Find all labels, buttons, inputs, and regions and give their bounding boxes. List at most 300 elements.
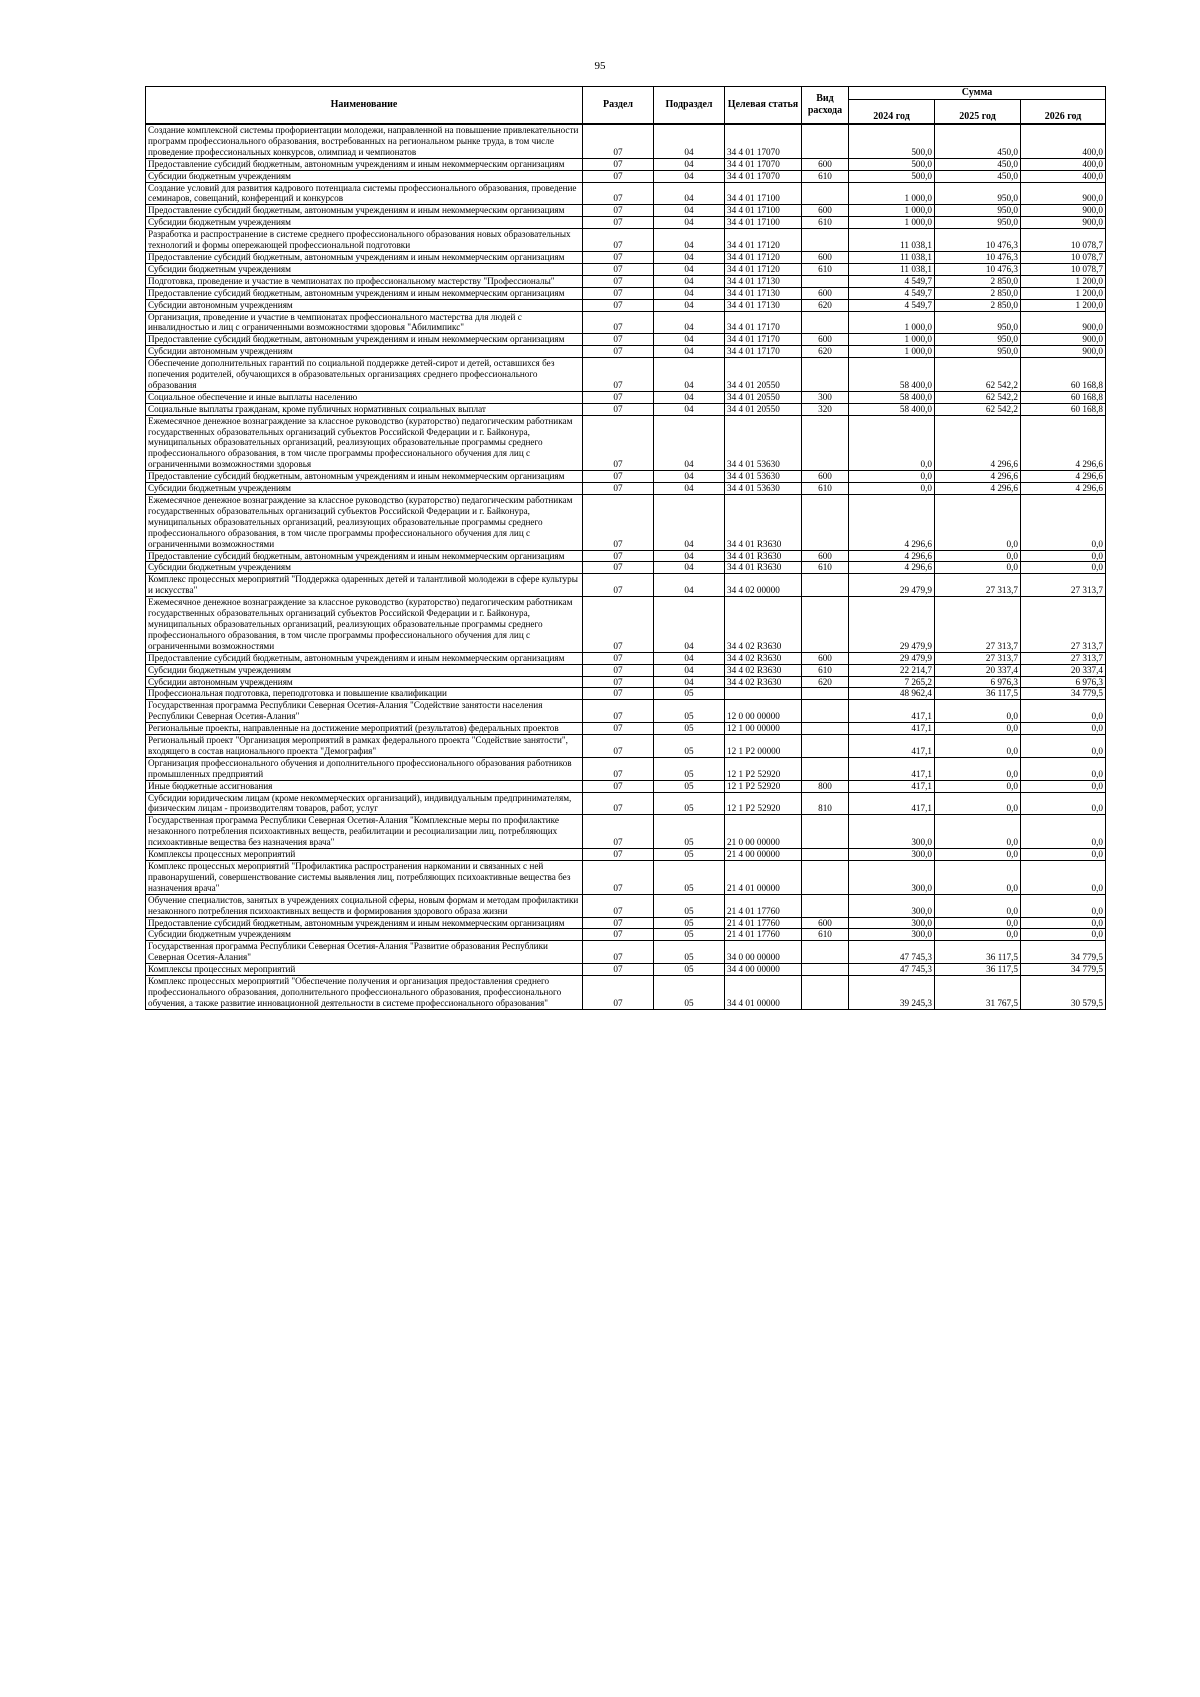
row-sum-2024: 300,0 bbox=[849, 849, 935, 861]
row-name: Предоставление субсидий бюджетным, автономным учреждениям и иным некоммерческим организациям bbox=[146, 251, 583, 263]
row-sum-2025: 36 117,5 bbox=[935, 964, 1021, 976]
row-expense-type: 620 bbox=[802, 346, 849, 358]
row-expense-type: 610 bbox=[802, 217, 849, 229]
row-sum-2026: 0,0 bbox=[1021, 929, 1106, 941]
row-name: Социальные выплаты гражданам, кроме публичных нормативных социальных выплат bbox=[146, 403, 583, 415]
row-sum-2026: 34 779,5 bbox=[1021, 964, 1106, 976]
table-row bbox=[146, 688, 1106, 700]
row-sum-2025: 4 296,6 bbox=[935, 483, 1021, 495]
row-expense-type: 610 bbox=[802, 483, 849, 495]
row-name: Комплексы процессных мероприятий bbox=[146, 964, 583, 976]
row-target: 34 4 01 17130 bbox=[725, 275, 802, 287]
row-sum-2025: 2 850,0 bbox=[935, 275, 1021, 287]
row-sum-2024: 11 038,1 bbox=[849, 263, 935, 275]
row-expense-type bbox=[802, 815, 849, 849]
row-target: 34 4 02 R3630 bbox=[725, 652, 802, 664]
row-subsection: 05 bbox=[654, 815, 725, 849]
row-subsection: 04 bbox=[654, 229, 725, 252]
row-name: Предоставление субсидий бюджетным, автономным учреждениям и иным некоммерческим организациям bbox=[146, 550, 583, 562]
row-subsection: 04 bbox=[654, 287, 725, 299]
row-sum-2024: 0,0 bbox=[849, 415, 935, 471]
row-subsection: 05 bbox=[654, 929, 725, 941]
row-sum-2025: 450,0 bbox=[935, 158, 1021, 170]
row-sum-2024: 29 479,9 bbox=[849, 597, 935, 653]
row-subsection: 05 bbox=[654, 757, 725, 780]
row-target: 34 4 01 17120 bbox=[725, 263, 802, 275]
row-sum-2026: 10 078,7 bbox=[1021, 263, 1106, 275]
row-sum-2026: 1 200,0 bbox=[1021, 299, 1106, 311]
row-sum-2024: 1 000,0 bbox=[849, 217, 935, 229]
row-expense-type bbox=[802, 182, 849, 205]
row-sum-2026: 400,0 bbox=[1021, 124, 1106, 158]
row-sum-2026: 0,0 bbox=[1021, 815, 1106, 849]
row-sum-2026: 27 313,7 bbox=[1021, 574, 1106, 597]
row-sum-2025: 0,0 bbox=[935, 792, 1021, 815]
row-section: 07 bbox=[583, 124, 654, 158]
table-row bbox=[146, 182, 1106, 205]
table-row bbox=[146, 792, 1106, 815]
row-expense-type: 600 bbox=[802, 334, 849, 346]
row-subsection: 04 bbox=[654, 358, 725, 392]
row-sum-2026: 0,0 bbox=[1021, 723, 1106, 735]
row-name: Комплекс процессных мероприятий "Профилактика распространения наркомании и связанных с ней правонарушений, совершенствование системы выявления лиц, потребляющих психоактивные вещества без назначения врача" bbox=[146, 861, 583, 895]
row-expense-type: 600 bbox=[802, 471, 849, 483]
row-sum-2025: 2 850,0 bbox=[935, 299, 1021, 311]
row-sum-2025: 10 476,3 bbox=[935, 251, 1021, 263]
row-sum-2024: 39 245,3 bbox=[849, 976, 935, 1010]
row-name: Комплекс процессных мероприятий "Поддержка одаренных детей и талантливой молодежи в сфере культуры и искусства" bbox=[146, 574, 583, 597]
row-name: Государственная программа Республики Северная Осетия-Алания "Комплексные меры по профилактике незаконного потребления психоактивных веществ, реабилитации и ресоциализации лиц, потребляющих психоактивные вещества без назначения врача" bbox=[146, 815, 583, 849]
table-row bbox=[146, 597, 1106, 653]
row-sum-2024: 48 962,4 bbox=[849, 688, 935, 700]
row-expense-type: 600 bbox=[802, 652, 849, 664]
row-name: Государственная программа Республики Северная Осетия-Алания "Развитие образования Республики Северная Осетия-Алания" bbox=[146, 941, 583, 964]
row-name: Ежемесячное денежное вознаграждение за классное руководство (кураторство) педагогическим работникам государственных образовательных организаций субъектов Российской Федерации и г. Байконура, муниципальных образовательных организаций, реализующих образовательные программы среднего профессионального образования, в том числе программы профессионального обучения для лиц с ограниченными возможностями bbox=[146, 495, 583, 551]
row-name: Субсидии бюджетным учреждениям bbox=[146, 929, 583, 941]
row-sum-2026: 0,0 bbox=[1021, 917, 1106, 929]
table-row bbox=[146, 964, 1106, 976]
row-sum-2025: 62 542,2 bbox=[935, 403, 1021, 415]
row-sum-2026: 900,0 bbox=[1021, 346, 1106, 358]
page-number: 95 bbox=[594, 60, 606, 72]
row-subsection: 04 bbox=[654, 495, 725, 551]
row-sum-2026: 34 779,5 bbox=[1021, 688, 1106, 700]
row-section: 07 bbox=[583, 676, 654, 688]
table-row bbox=[146, 483, 1106, 495]
row-section: 07 bbox=[583, 929, 654, 941]
row-subsection: 04 bbox=[654, 471, 725, 483]
row-sum-2024: 500,0 bbox=[849, 124, 935, 158]
row-section: 07 bbox=[583, 664, 654, 676]
row-sum-2025: 0,0 bbox=[935, 735, 1021, 758]
row-target: 34 4 01 R3630 bbox=[725, 550, 802, 562]
row-name: Предоставление субсидий бюджетным, автономным учреждениям и иным некоммерческим организациям bbox=[146, 917, 583, 929]
row-expense-type: 600 bbox=[802, 287, 849, 299]
row-subsection: 05 bbox=[654, 688, 725, 700]
row-sum-2024: 1 000,0 bbox=[849, 182, 935, 205]
row-sum-2024: 417,1 bbox=[849, 735, 935, 758]
row-sum-2025: 36 117,5 bbox=[935, 688, 1021, 700]
row-sum-2025: 950,0 bbox=[935, 182, 1021, 205]
table-row bbox=[146, 124, 1106, 158]
table-row bbox=[146, 849, 1106, 861]
row-name: Субсидии бюджетным учреждениям bbox=[146, 664, 583, 676]
row-expense-type bbox=[802, 757, 849, 780]
table-row bbox=[146, 251, 1106, 263]
row-target bbox=[725, 688, 802, 700]
row-expense-type bbox=[802, 229, 849, 252]
row-expense-type bbox=[802, 976, 849, 1010]
row-expense-type bbox=[802, 311, 849, 334]
row-target: 34 4 01 17070 bbox=[725, 170, 802, 182]
budget-table bbox=[145, 86, 1106, 1010]
row-target: 12 0 00 00000 bbox=[725, 700, 802, 723]
row-expense-type: 610 bbox=[802, 929, 849, 941]
row-subsection: 04 bbox=[654, 311, 725, 334]
row-subsection: 05 bbox=[654, 723, 725, 735]
row-name: Субсидии автономным учреждениям bbox=[146, 676, 583, 688]
row-expense-type bbox=[802, 415, 849, 471]
row-section: 07 bbox=[583, 688, 654, 700]
row-subsection: 04 bbox=[654, 664, 725, 676]
row-subsection: 05 bbox=[654, 917, 725, 929]
row-name: Подготовка, проведение и участие в чемпионатах по профессиональному мастерству "Профессионалы" bbox=[146, 275, 583, 287]
row-section: 07 bbox=[583, 964, 654, 976]
row-expense-type: 600 bbox=[802, 550, 849, 562]
header-year-2025: 2025 год bbox=[935, 100, 1021, 125]
row-name: Организация, проведение и участие в чемпионатах профессионального мастерства для людей с инвалидностью и лиц с ограниченными возможностями здоровья "Абилимпикс" bbox=[146, 311, 583, 334]
row-name: Создание комплексной системы профориентации молодежи, направленной на повышение привлекательности программ профессионального образования, востребованных на региональном рынке труда, в том числе проведение профессиональных конкурсов, олимпиад и чемпионатов bbox=[146, 124, 583, 158]
row-sum-2025: 4 296,6 bbox=[935, 471, 1021, 483]
table-row bbox=[146, 158, 1106, 170]
row-name: Предоставление субсидий бюджетным, автономным учреждениям и иным некоммерческим организациям bbox=[146, 334, 583, 346]
row-sum-2026: 900,0 bbox=[1021, 311, 1106, 334]
table-row bbox=[146, 757, 1106, 780]
table-row bbox=[146, 391, 1106, 403]
row-section: 07 bbox=[583, 358, 654, 392]
row-sum-2026: 4 296,6 bbox=[1021, 415, 1106, 471]
row-subsection: 05 bbox=[654, 861, 725, 895]
row-sum-2026: 900,0 bbox=[1021, 334, 1106, 346]
row-sum-2024: 1 000,0 bbox=[849, 205, 935, 217]
row-sum-2025: 10 476,3 bbox=[935, 229, 1021, 252]
table-row bbox=[146, 334, 1106, 346]
row-section: 07 bbox=[583, 815, 654, 849]
table-row bbox=[146, 205, 1106, 217]
row-subsection: 04 bbox=[654, 263, 725, 275]
row-name: Социальное обеспечение и иные выплаты населению bbox=[146, 391, 583, 403]
row-sum-2026: 34 779,5 bbox=[1021, 941, 1106, 964]
row-target: 34 4 01 17120 bbox=[725, 251, 802, 263]
row-target: 34 4 01 R3630 bbox=[725, 495, 802, 551]
row-target: 34 4 01 17070 bbox=[725, 158, 802, 170]
row-subsection: 04 bbox=[654, 182, 725, 205]
row-target: 21 4 01 00000 bbox=[725, 861, 802, 895]
row-section: 07 bbox=[583, 403, 654, 415]
row-expense-type bbox=[802, 574, 849, 597]
row-expense-type bbox=[802, 124, 849, 158]
row-expense-type: 620 bbox=[802, 676, 849, 688]
row-sum-2026: 0,0 bbox=[1021, 792, 1106, 815]
row-sum-2025: 6 976,3 bbox=[935, 676, 1021, 688]
row-subsection: 04 bbox=[654, 652, 725, 664]
row-expense-type bbox=[802, 275, 849, 287]
row-target: 34 4 01 20550 bbox=[725, 391, 802, 403]
row-expense-type: 610 bbox=[802, 263, 849, 275]
table-row bbox=[146, 415, 1106, 471]
table-row bbox=[146, 929, 1106, 941]
row-name: Субсидии автономным учреждениям bbox=[146, 346, 583, 358]
row-subsection: 04 bbox=[654, 251, 725, 263]
header-section: Раздел bbox=[583, 87, 654, 125]
row-target: 34 4 01 17130 bbox=[725, 287, 802, 299]
row-sum-2024: 300,0 bbox=[849, 917, 935, 929]
row-target: 34 4 00 00000 bbox=[725, 964, 802, 976]
table-row bbox=[146, 815, 1106, 849]
row-section: 07 bbox=[583, 894, 654, 917]
row-section: 07 bbox=[583, 182, 654, 205]
row-sum-2025: 0,0 bbox=[935, 723, 1021, 735]
table-row bbox=[146, 358, 1106, 392]
row-sum-2024: 29 479,9 bbox=[849, 574, 935, 597]
header-year-2026: 2026 год bbox=[1021, 100, 1106, 125]
row-sum-2024: 11 038,1 bbox=[849, 251, 935, 263]
row-sum-2026: 4 296,6 bbox=[1021, 483, 1106, 495]
row-expense-type bbox=[802, 735, 849, 758]
row-section: 07 bbox=[583, 471, 654, 483]
row-sum-2024: 29 479,9 bbox=[849, 652, 935, 664]
row-sum-2024: 1 000,0 bbox=[849, 311, 935, 334]
row-sum-2025: 950,0 bbox=[935, 334, 1021, 346]
table-row bbox=[146, 495, 1106, 551]
row-section: 07 bbox=[583, 757, 654, 780]
row-sum-2025: 20 337,4 bbox=[935, 664, 1021, 676]
row-sum-2026: 27 313,7 bbox=[1021, 652, 1106, 664]
row-sum-2024: 417,1 bbox=[849, 780, 935, 792]
row-section: 07 bbox=[583, 652, 654, 664]
table-row bbox=[146, 275, 1106, 287]
row-sum-2024: 4 296,6 bbox=[849, 562, 935, 574]
row-expense-type: 810 bbox=[802, 792, 849, 815]
row-name: Организация профессионального обучения и дополнительного профессионального образования работников промышленных предприятий bbox=[146, 757, 583, 780]
row-sum-2025: 0,0 bbox=[935, 562, 1021, 574]
row-sum-2025: 27 313,7 bbox=[935, 597, 1021, 653]
row-subsection: 04 bbox=[654, 483, 725, 495]
row-target: 12 1 P2 52920 bbox=[725, 757, 802, 780]
row-sum-2026: 10 078,7 bbox=[1021, 251, 1106, 263]
row-expense-type: 320 bbox=[802, 403, 849, 415]
table-row bbox=[146, 780, 1106, 792]
table-row bbox=[146, 574, 1106, 597]
row-name: Комплексы процессных мероприятий bbox=[146, 849, 583, 861]
header-name: Наименование bbox=[146, 87, 583, 125]
row-name: Государственная программа Республики Северная Осетия-Алания "Содействие занятости населения Республики Северная Осетия-Алания" bbox=[146, 700, 583, 723]
row-section: 07 bbox=[583, 251, 654, 263]
row-expense-type bbox=[802, 849, 849, 861]
row-sum-2024: 300,0 bbox=[849, 815, 935, 849]
row-sum-2024: 4 296,6 bbox=[849, 550, 935, 562]
table-body bbox=[146, 124, 1106, 1009]
row-expense-type bbox=[802, 941, 849, 964]
row-section: 07 bbox=[583, 597, 654, 653]
row-section: 07 bbox=[583, 483, 654, 495]
row-name: Предоставление субсидий бюджетным, автономным учреждениям и иным некоммерческим организациям bbox=[146, 205, 583, 217]
row-name: Ежемесячное денежное вознаграждение за классное руководство (кураторство) педагогическим работникам государственных образовательных организаций субъектов Российской Федерации и г. Байконура, муниципальных образовательных организаций, реализующих образовательные программы среднего профессионального образования, в том числе программы профессионального обучения для лиц с ограниченными возможностями здоровья bbox=[146, 415, 583, 471]
row-section: 07 bbox=[583, 205, 654, 217]
row-name: Субсидии бюджетным учреждениям bbox=[146, 483, 583, 495]
row-target: 34 4 01 R3630 bbox=[725, 562, 802, 574]
row-section: 07 bbox=[583, 158, 654, 170]
table-row bbox=[146, 861, 1106, 895]
row-sum-2025: 450,0 bbox=[935, 124, 1021, 158]
row-section: 07 bbox=[583, 275, 654, 287]
row-section: 07 bbox=[583, 723, 654, 735]
row-sum-2024: 47 745,3 bbox=[849, 941, 935, 964]
row-section: 07 bbox=[583, 391, 654, 403]
row-sum-2026: 10 078,7 bbox=[1021, 229, 1106, 252]
row-subsection: 04 bbox=[654, 158, 725, 170]
row-expense-type bbox=[802, 597, 849, 653]
row-name: Предоставление субсидий бюджетным, автономным учреждениям и иным некоммерческим организациям bbox=[146, 652, 583, 664]
row-target: 34 4 01 17170 bbox=[725, 311, 802, 334]
table-row bbox=[146, 894, 1106, 917]
row-section: 07 bbox=[583, 849, 654, 861]
row-expense-type bbox=[802, 894, 849, 917]
row-section: 07 bbox=[583, 346, 654, 358]
row-sum-2026: 0,0 bbox=[1021, 861, 1106, 895]
row-sum-2025: 0,0 bbox=[935, 780, 1021, 792]
row-sum-2026: 20 337,4 bbox=[1021, 664, 1106, 676]
row-sum-2024: 417,1 bbox=[849, 700, 935, 723]
row-sum-2026: 400,0 bbox=[1021, 158, 1106, 170]
row-sum-2025: 0,0 bbox=[935, 815, 1021, 849]
row-sum-2024: 1 000,0 bbox=[849, 334, 935, 346]
row-sum-2025: 10 476,3 bbox=[935, 263, 1021, 275]
row-subsection: 05 bbox=[654, 735, 725, 758]
row-sum-2026: 400,0 bbox=[1021, 170, 1106, 182]
row-section: 07 bbox=[583, 287, 654, 299]
row-sum-2026: 0,0 bbox=[1021, 735, 1106, 758]
row-section: 07 bbox=[583, 299, 654, 311]
row-target: 34 4 01 20550 bbox=[725, 403, 802, 415]
row-expense-type bbox=[802, 358, 849, 392]
row-subsection: 04 bbox=[654, 574, 725, 597]
row-name: Субсидии автономным учреждениям bbox=[146, 299, 583, 311]
row-sum-2026: 900,0 bbox=[1021, 205, 1106, 217]
row-target: 34 4 02 R3630 bbox=[725, 676, 802, 688]
row-section: 07 bbox=[583, 229, 654, 252]
row-sum-2024: 22 214,7 bbox=[849, 664, 935, 676]
row-subsection: 05 bbox=[654, 792, 725, 815]
row-sum-2024: 417,1 bbox=[849, 723, 935, 735]
row-sum-2026: 0,0 bbox=[1021, 550, 1106, 562]
row-sum-2026: 1 200,0 bbox=[1021, 275, 1106, 287]
table-row bbox=[146, 263, 1106, 275]
row-expense-type: 610 bbox=[802, 664, 849, 676]
row-subsection: 05 bbox=[654, 780, 725, 792]
row-subsection: 04 bbox=[654, 170, 725, 182]
row-name: Региональные проекты, направленные на достижение мероприятий (результатов) федеральных проектов bbox=[146, 723, 583, 735]
row-sum-2024: 58 400,0 bbox=[849, 403, 935, 415]
row-sum-2024: 500,0 bbox=[849, 158, 935, 170]
row-name: Обеспечение дополнительных гарантий по социальной поддержке детей-сирот и детей, оставшихся без попечения родителей, обучающихся в образовательных организациях среднего профессионального образования bbox=[146, 358, 583, 392]
table-row bbox=[146, 403, 1106, 415]
row-expense-type: 600 bbox=[802, 205, 849, 217]
row-expense-type: 300 bbox=[802, 391, 849, 403]
row-sum-2024: 58 400,0 bbox=[849, 358, 935, 392]
row-sum-2025: 2 850,0 bbox=[935, 287, 1021, 299]
row-target: 34 4 01 53630 bbox=[725, 415, 802, 471]
row-name: Иные бюджетные ассигнования bbox=[146, 780, 583, 792]
table-row bbox=[146, 287, 1106, 299]
row-target: 34 4 01 17120 bbox=[725, 229, 802, 252]
table-row bbox=[146, 664, 1106, 676]
row-sum-2024: 300,0 bbox=[849, 894, 935, 917]
table-row bbox=[146, 676, 1106, 688]
table-row bbox=[146, 700, 1106, 723]
row-sum-2025: 31 767,5 bbox=[935, 976, 1021, 1010]
table-row bbox=[146, 562, 1106, 574]
row-target: 12 1 P2 52920 bbox=[725, 780, 802, 792]
row-target: 21 4 01 17760 bbox=[725, 929, 802, 941]
row-name: Региональный проект "Организация мероприятий в рамках федерального проекта "Содействие занятости", входящего в состав национального проекта "Демография" bbox=[146, 735, 583, 758]
row-subsection: 04 bbox=[654, 275, 725, 287]
row-target: 34 4 01 17100 bbox=[725, 205, 802, 217]
row-section: 07 bbox=[583, 311, 654, 334]
header-sum: Сумма bbox=[849, 87, 1106, 100]
row-name: Ежемесячное денежное вознаграждение за классное руководство (кураторство) педагогическим работникам государственных образовательных организаций субъектов Российской Федерации и г. Байконура, муниципальных образовательных организаций, реализующих образовательные программы среднего профессионального образования, в том числе программы профессионального обучения для лиц с ограниченными возможностями bbox=[146, 597, 583, 653]
row-subsection: 04 bbox=[654, 334, 725, 346]
table-row bbox=[146, 652, 1106, 664]
row-name: Обучение специалистов, занятых в учреждениях социальной сферы, новым формам и методам профилактики незаконного потребления психоактивных веществ и формирования здорового образа жизни bbox=[146, 894, 583, 917]
row-sum-2026: 0,0 bbox=[1021, 849, 1106, 861]
row-section: 07 bbox=[583, 792, 654, 815]
row-subsection: 05 bbox=[654, 976, 725, 1010]
row-name: Субсидии бюджетным учреждениям bbox=[146, 263, 583, 275]
table-row bbox=[146, 735, 1106, 758]
row-sum-2025: 950,0 bbox=[935, 311, 1021, 334]
row-sum-2026: 0,0 bbox=[1021, 562, 1106, 574]
row-subsection: 05 bbox=[654, 894, 725, 917]
row-subsection: 04 bbox=[654, 391, 725, 403]
header-target: Целевая статья bbox=[725, 87, 802, 125]
row-section: 07 bbox=[583, 263, 654, 275]
row-target: 34 4 01 17170 bbox=[725, 334, 802, 346]
row-sum-2025: 62 542,2 bbox=[935, 391, 1021, 403]
row-sum-2025: 62 542,2 bbox=[935, 358, 1021, 392]
row-expense-type: 600 bbox=[802, 158, 849, 170]
row-sum-2025: 27 313,7 bbox=[935, 652, 1021, 664]
row-sum-2026: 27 313,7 bbox=[1021, 597, 1106, 653]
row-sum-2025: 0,0 bbox=[935, 550, 1021, 562]
row-sum-2025: 450,0 bbox=[935, 170, 1021, 182]
row-sum-2025: 950,0 bbox=[935, 346, 1021, 358]
row-sum-2026: 900,0 bbox=[1021, 217, 1106, 229]
row-expense-type: 600 bbox=[802, 917, 849, 929]
row-expense-type bbox=[802, 964, 849, 976]
row-expense-type: 600 bbox=[802, 251, 849, 263]
row-sum-2025: 950,0 bbox=[935, 205, 1021, 217]
row-section: 07 bbox=[583, 170, 654, 182]
row-expense-type bbox=[802, 861, 849, 895]
row-target: 34 4 02 R3630 bbox=[725, 664, 802, 676]
row-target: 21 4 01 17760 bbox=[725, 894, 802, 917]
row-subsection: 04 bbox=[654, 217, 725, 229]
row-sum-2026: 0,0 bbox=[1021, 780, 1106, 792]
row-sum-2025: 0,0 bbox=[935, 861, 1021, 895]
table-row bbox=[146, 976, 1106, 1010]
row-sum-2024: 7 265,2 bbox=[849, 676, 935, 688]
